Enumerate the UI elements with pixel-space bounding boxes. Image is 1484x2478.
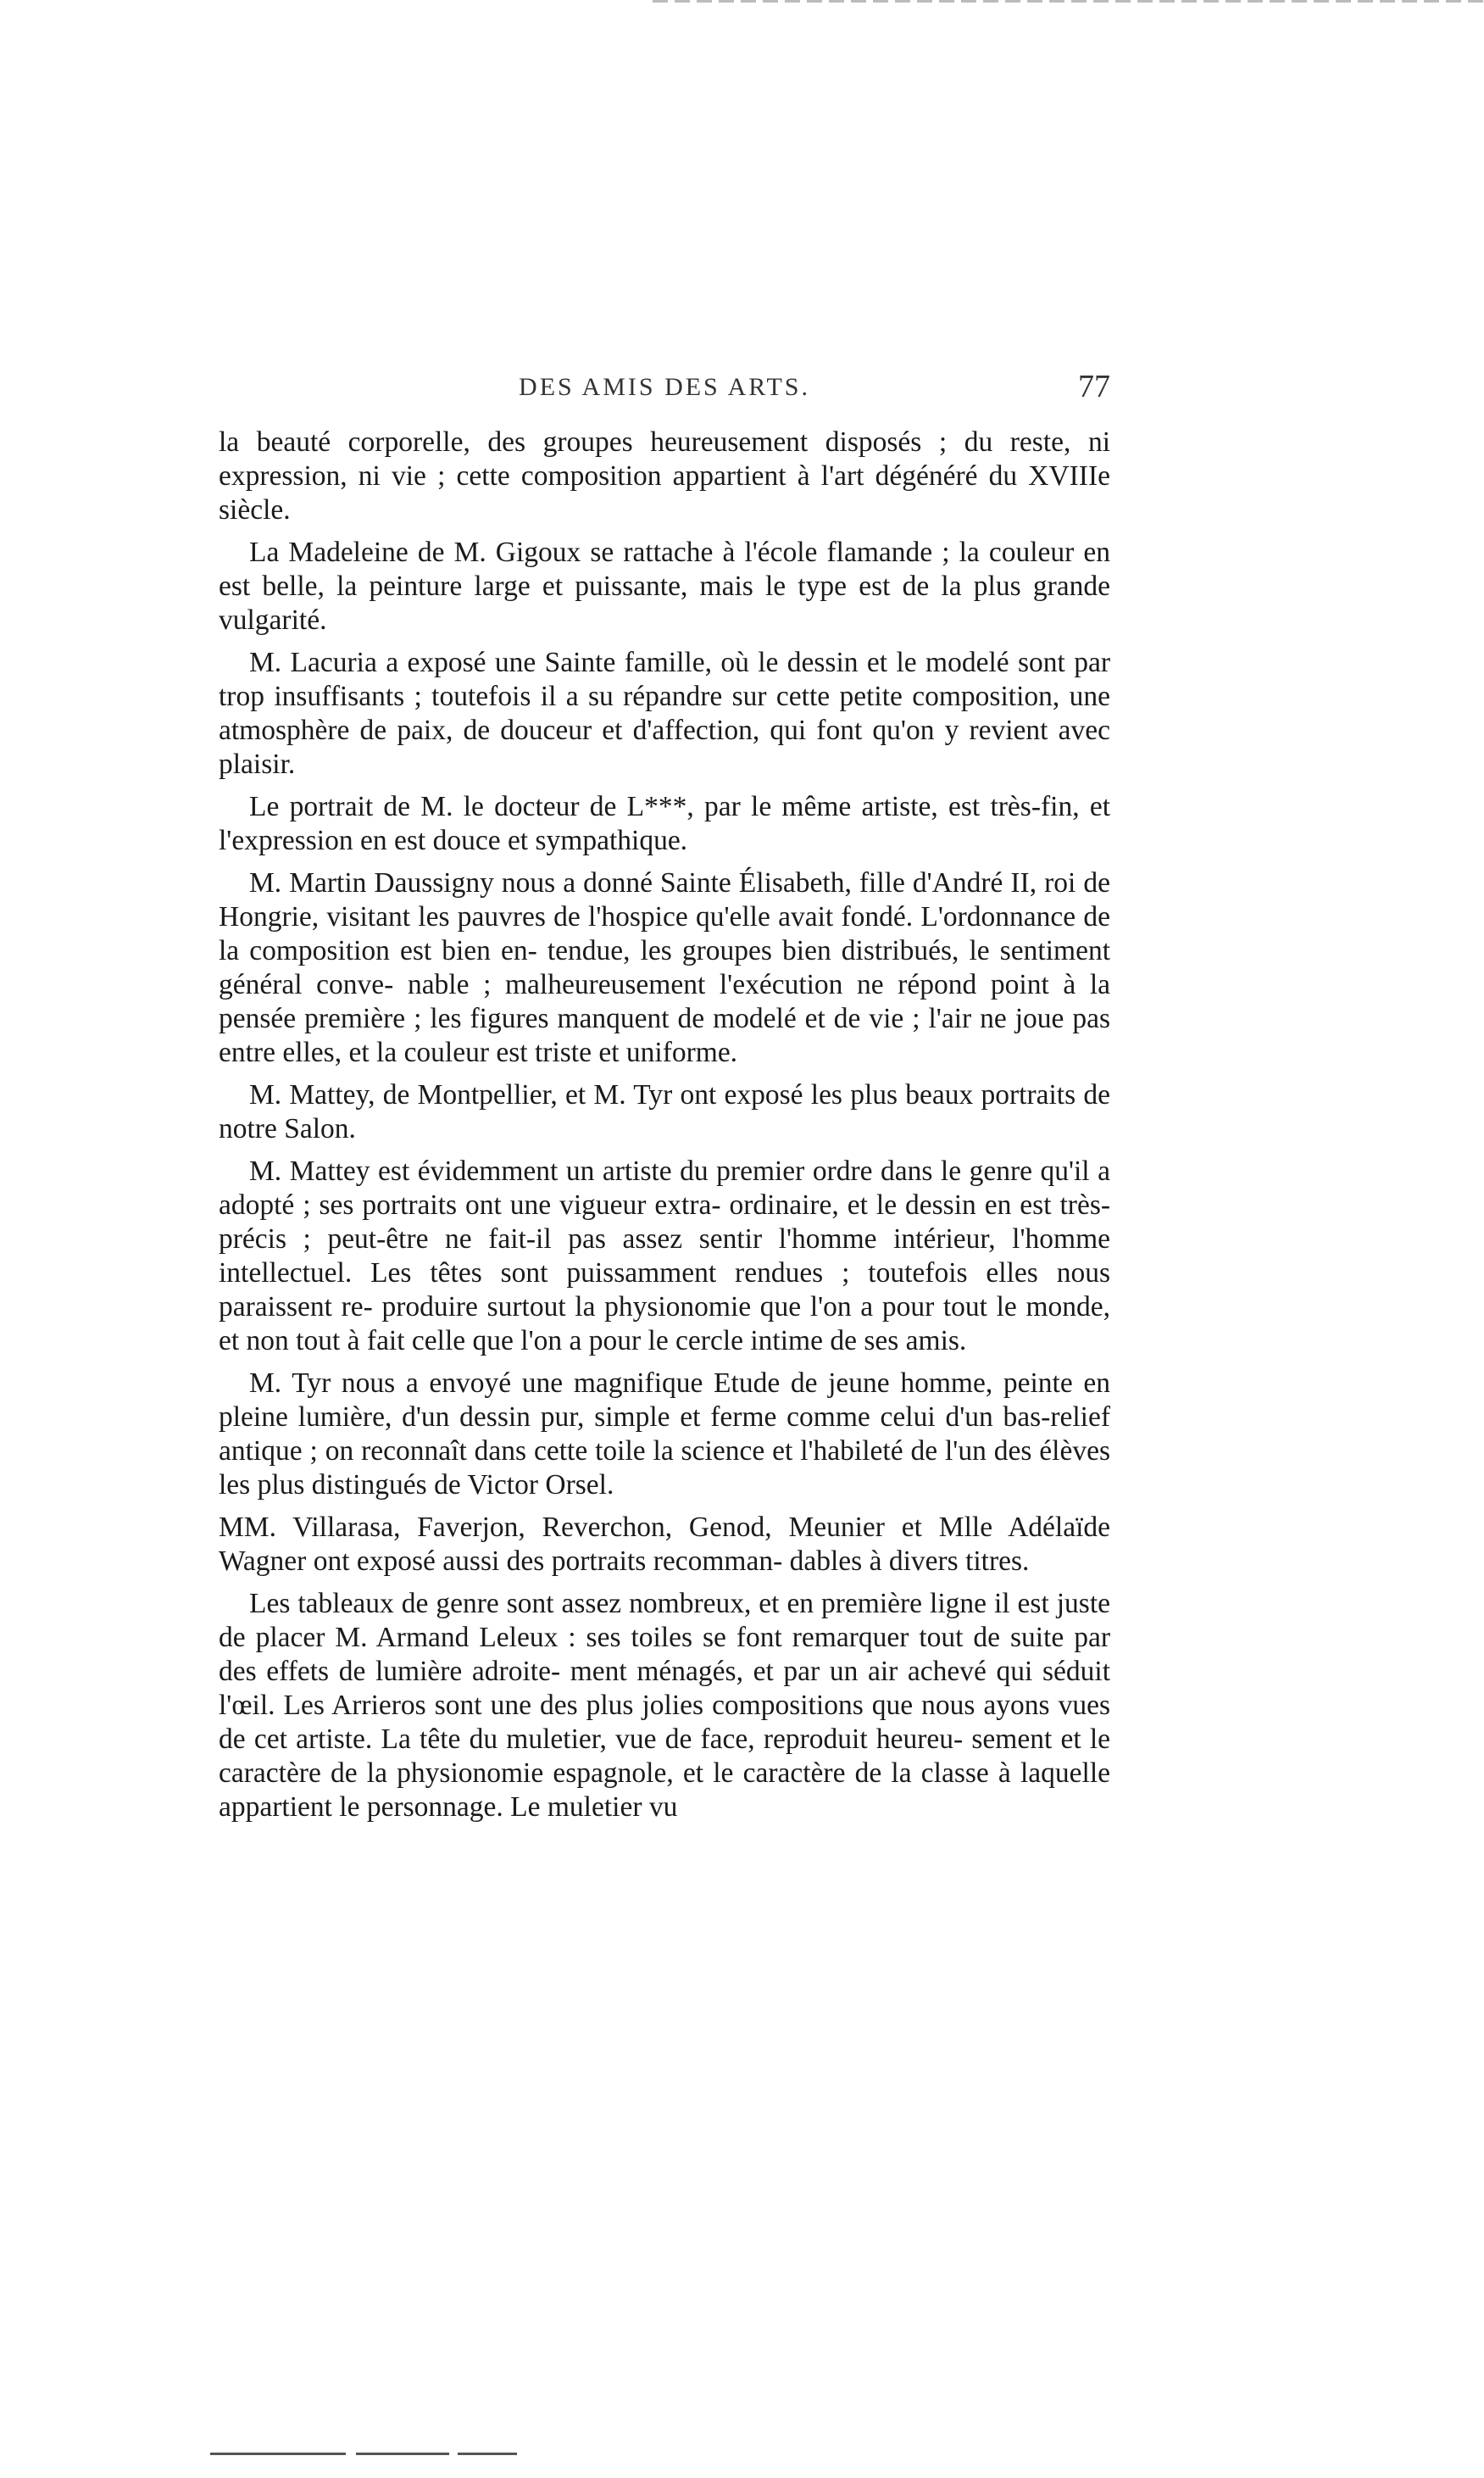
text-line: la couleur en est belle, la peinture large et puissante, mais le <box>219 537 1111 602</box>
text-line: portraits de notre Salon. <box>219 1079 1111 1144</box>
text-line: font remarquer tout de suite par des effets de lumière adroite- <box>219 1622 1110 1687</box>
text-line: la beauté corporelle, des groupes heureusement disposés ; du <box>219 426 1010 458</box>
text-line: d'André II, roi de Hongrie, visitant les pauvres de l'hospice <box>219 867 1110 933</box>
text-line: M. Lacuria a exposé une Sainte famille, où le dessin et le <box>249 647 926 678</box>
text-line: Adélaïde Wagner ont exposé aussi des portraits recomman- <box>219 1512 1110 1577</box>
text-line: et non tout à fait celle que l'on a pour le cercle intime de ses amis. <box>219 1325 967 1356</box>
bottom-scan-rule <box>458 2453 517 2455</box>
text-line: très-fin, et l'expression en est douce et sympathique. <box>219 791 1111 856</box>
paragraph-7 <box>219 1155 1110 1358</box>
text-line: ligne il est juste de placer M. Armand Leleux : ses toiles se <box>219 1588 1110 1653</box>
paragraph-9 <box>219 1511 1110 1579</box>
paragraph-6 <box>219 1078 1110 1146</box>
paragraph-10 <box>219 1587 1110 1824</box>
text-line: tendue, les groupes bien distribués, le sentiment général conve- <box>219 935 1110 1000</box>
text-line: dables à divers titres. <box>789 1545 1030 1577</box>
text-line: assez sentir l'homme intérieur, l'homme intellectuel. Les têtes <box>219 1223 1111 1289</box>
text-line: sont puissamment rendues ; toutefois elles nous paraissent re- <box>219 1257 1110 1323</box>
text-line: première ; les figures manquent de modelé et de vie ; l'air ne <box>304 1003 1015 1034</box>
text-line: sont une des plus jolies compositions que nous ayons vues de <box>219 1690 1111 1755</box>
text-line: peinte en pleine lumière, d'un dessin pur, simple et ferme <box>219 1367 1110 1433</box>
text-line: M. Tyr nous a envoyé une magnifique Etude de jeune homme, <box>249 1367 1003 1399</box>
text-line: M. Mattey est évidemment un artiste du premier ordre dans <box>249 1155 941 1187</box>
text-line: sement et le caractère de la physionomie espagnole, et le caractère <box>219 1723 1110 1789</box>
text-line: ordinaire, et le dessin en est très-précis ; peut-être ne fait-il pas <box>219 1189 1111 1255</box>
text-line: Les tableaux de genre sont assez nombreux, et en première <box>249 1588 931 1619</box>
text-line: toile la science et l'habileté de l'un des élèves les plus distingués <box>219 1435 1111 1501</box>
text-line: cet artiste. La tête du muletier, vue de face, reproduit heureu- <box>253 1723 964 1755</box>
text-line: qu'elle avait fondé. L'ordonnance de la composition est bien en- <box>219 901 1110 966</box>
paragraph-8 <box>219 1367 1110 1502</box>
page-number: 77 <box>1078 369 1110 404</box>
text-line: de Victor Orsel. <box>434 1469 614 1501</box>
text-line: comme celui d'un bas-relief antique ; on reconnaît dans cette <box>219 1401 1110 1467</box>
bottom-scan-rule <box>356 2453 449 2455</box>
text-line: d'affection, qui font qu'on y revient avec plaisir. <box>219 715 1110 780</box>
text-line: joue pas entre elles, et la couleur est triste et uniforme. <box>219 1003 1110 1068</box>
text-line: M. Mattey, de Montpellier, et M. Tyr ont exposé les plus beaux <box>249 1079 981 1111</box>
text-line: MM. Villarasa, Faverjon, Reverchon, Genod, Meunier et Mlle <box>219 1512 1009 1543</box>
paragraph-4 <box>219 790 1110 858</box>
text-line: cette petite composition, une atmosphère de paix, de douceur et <box>219 681 1110 746</box>
running-title: DES AMIS DES ARTS. <box>519 373 810 401</box>
text-line: Le portrait de M. le docteur de L***, par le même artiste, est <box>249 791 991 822</box>
top-scan-rule <box>653 0 1484 3</box>
paragraph-3 <box>219 646 1110 782</box>
text-line: type est de la plus grande vulgarité. <box>219 571 1110 636</box>
paragraph-1 <box>219 426 1110 527</box>
text-line: nable ; malheureusement l'exécution ne répond point à la pensée <box>219 969 1110 1034</box>
text-line: le genre qu'il a adopté ; ses portraits ont une vigueur extra- <box>219 1155 1110 1221</box>
paragraph-5 <box>219 866 1110 1070</box>
text-line: de la classe à laquelle appartient le personnage. Le muletier vu <box>219 1757 1111 1823</box>
bottom-scan-rule <box>210 2453 346 2455</box>
body-text <box>219 426 1110 1833</box>
running-header <box>219 369 1110 424</box>
text-line: ment ménagés, et par un air achevé qui séduit l'œil. Les Arrieros <box>219 1656 1111 1721</box>
paragraph-2 <box>219 536 1110 638</box>
text-line: modelé sont par trop insuffisants ; toutefois il a su répandre sur <box>219 647 1110 712</box>
text-line: reste, ni expression, ni vie ; cette composition appartient à l'art <box>219 426 1110 492</box>
text-line: produire surtout la physionomie que l'on a pour tout le monde, <box>381 1291 1110 1323</box>
text-line: dégénéré du XVIIIe siècle. <box>219 460 1110 526</box>
text-line: M. Martin Daussigny nous a donné Sainte Élisabeth, fille <box>249 867 913 899</box>
text-line: La Madeleine de M. Gigoux se rattache à l'école flamande ; <box>249 537 959 568</box>
